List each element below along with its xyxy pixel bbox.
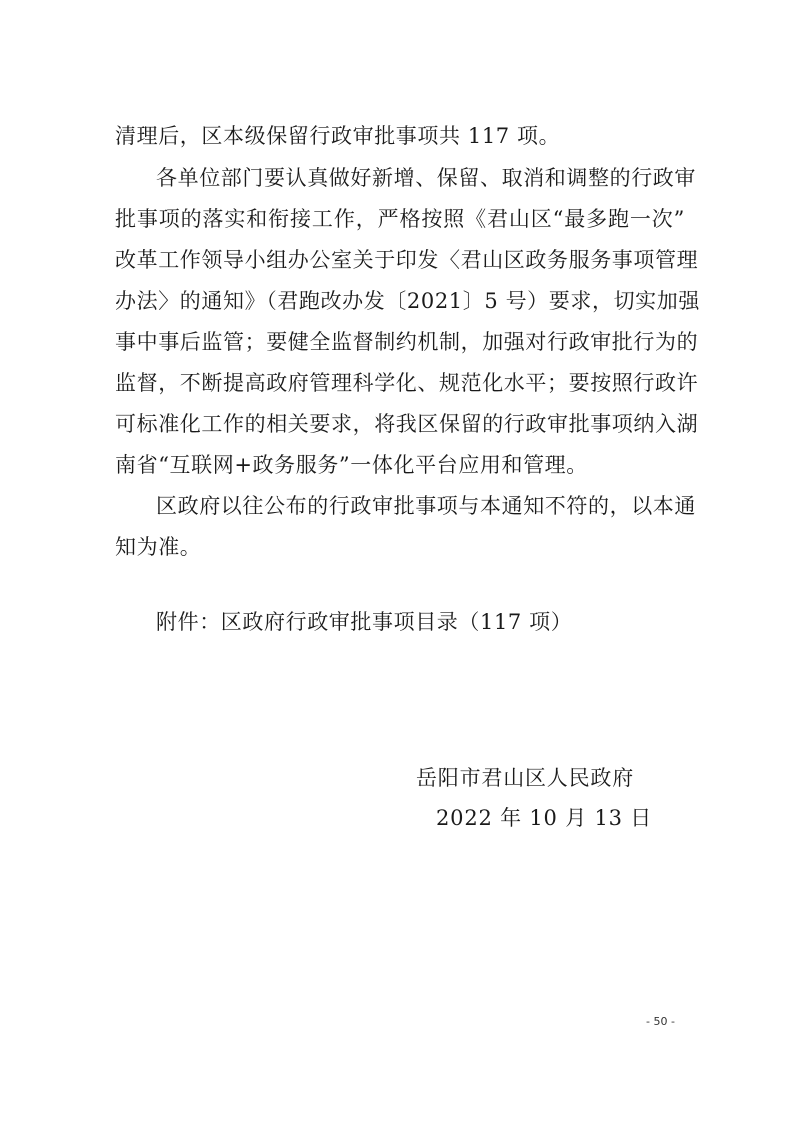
- body-line-4: 改革工作领导小组办公室关于印发〈君山区政务服务事项管理: [115, 248, 699, 272]
- body-line-9: 南省“互联网+政务服务”一体化平台应用和管理。: [115, 453, 588, 477]
- body-line-8: 可标准化工作的相关要求，将我区保留的行政审批事项纳入湖: [115, 412, 699, 436]
- body-line-10: 区政府以往公布的行政审批事项与本通知不符的，以本通: [156, 494, 696, 518]
- body-line-6: 事中事后监管；要健全监督制约机制，加强对行政审批行为的: [115, 330, 699, 354]
- body-line-7: 监督，不断提高政府管理科学化、规范化水平；要按照行政许: [115, 371, 699, 395]
- issuer-name: 岳阳市君山区人民政府: [416, 766, 634, 790]
- body-line-11: 知为准。: [115, 535, 202, 559]
- body-line-3: 批事项的落实和衔接工作，严格按照《君山区“最多跑一次”: [115, 207, 685, 231]
- body-line-5: 办法〉的通知》（君跑改办发〔2021〕5 号）要求，切实加强: [115, 289, 700, 313]
- body-line-1: 清理后，区本级保留行政审批事项共 117 项。: [115, 124, 561, 148]
- page-number: - 50 -: [646, 1015, 675, 1028]
- attachment-line: 附件：区政府行政审批事项目录（117 项）: [156, 610, 573, 634]
- issue-date: 2022 年 10 月 13 日: [436, 806, 653, 830]
- body-line-2: 各单位部门要认真做好新增、保留、取消和调整的行政审: [156, 166, 696, 190]
